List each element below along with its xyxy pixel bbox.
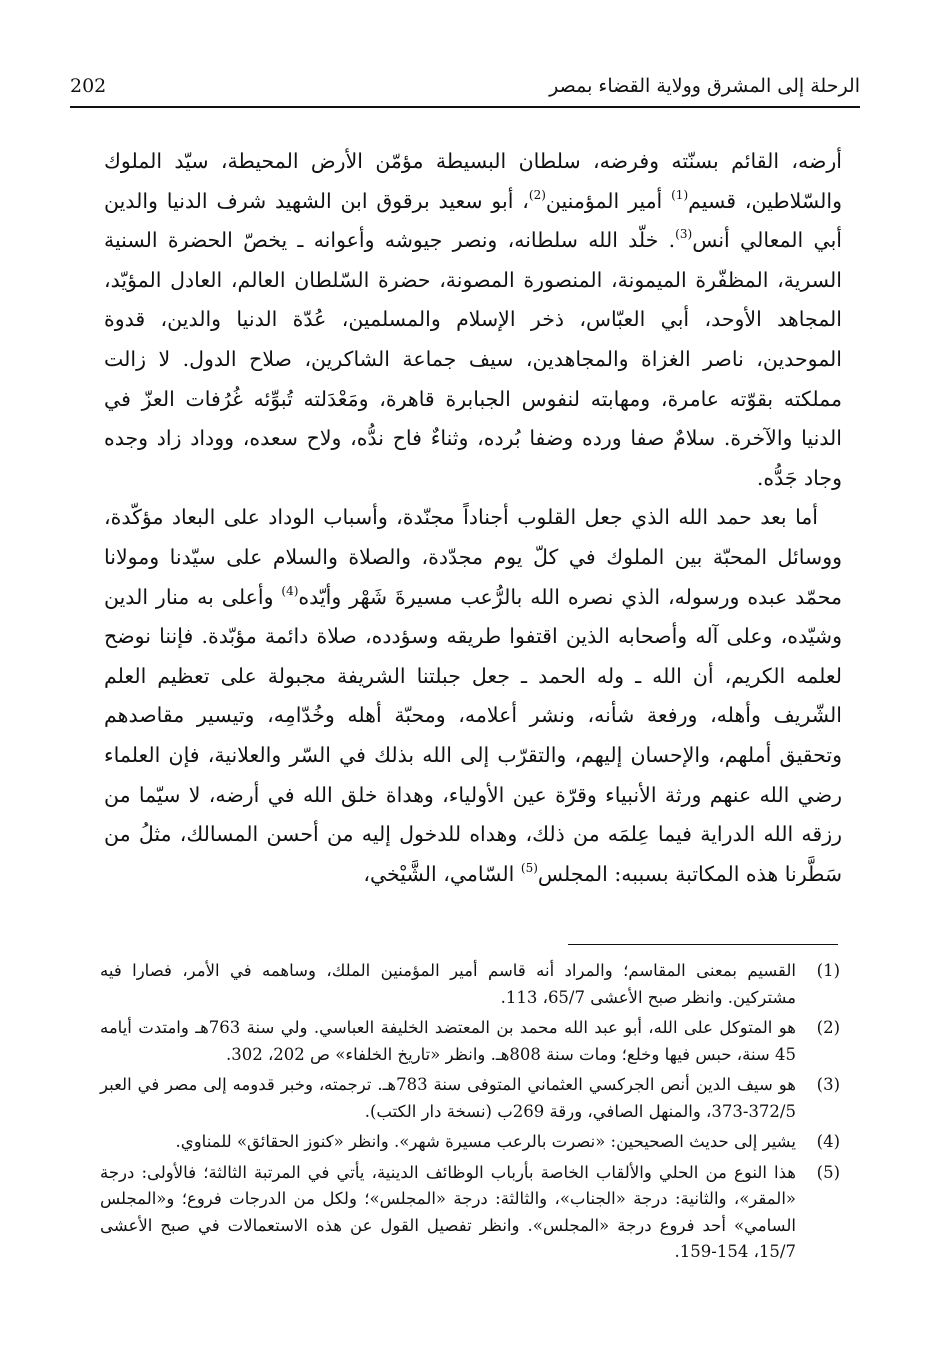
paragraph-2 — [104, 498, 842, 894]
footnote-ref-2[interactable]: (2) — [528, 187, 546, 202]
text-run: وأعلى به منار الدين وشيّده، وعلى آله وأصحابه الذين اقتفوا طريقه وسؤدده، صلاة دائمة مؤبّدة. فإننا نوضح لعلمه الكريم، أن الله ـ وله الحمد ـ جعل جبلتنا الشريفة مجبولة على تعظيم العلم الشّريف وأهله، ورفعة شأنه، ونشر أعلامه، ومحبّة أهله وخُدّامِه، وتيسير مقاصدهم وتحقيق أملهم، والإحسان إليهم، والتقرّب إلى الله بذلك في السّر والعلانية، فإن العلماء رضي الله عنهم ورثة الأنبياء وقرّة عين الأولياء، وهداة خلق الله في أرضه، لا سيّما من رزقه الله الدراية فيما عِلمَه من ذلك، وهداه للدخول إليه من أحسن المسالك، مثلُ من سَطَّرنا هذه المكاتبة بسببه: المجلس — [104, 584, 842, 886]
footnote-number: (3) — [816, 1075, 840, 1094]
paragraph-1 — [104, 142, 842, 498]
footnote-item — [100, 1160, 840, 1266]
footnote-item — [100, 1129, 840, 1156]
footnote-ref-4[interactable]: (4) — [281, 583, 299, 598]
footnote-ref-5[interactable]: (5) — [520, 860, 538, 875]
footnote-text: هو المتوكل على الله، أبو عبد الله محمد بن المعتضد الخليفة العباسي. ولي سنة 763هـ وامتدت أيامه 45 سنة، حبس فيها وخلع؛ ومات سنة 808هـ. وانظر «تاريخ الخلفاء» ص 202، 302. — [100, 1018, 796, 1064]
text-run: أمير المؤمنين — [545, 188, 672, 213]
footnote-ref-1[interactable]: (1) — [671, 187, 689, 202]
footnote-ref-3[interactable]: (3) — [675, 227, 693, 242]
text-run: أما بعد حمد الله الذي جعل القلوب أجناداً مجنّدة، وأسباب الوداد على البعاد مؤكّدة، ووسائل المحبّة بين الملوك في كلّ يوم مجدّدة، والصلاة والسلام على سيّدنا ومولانا محمّد عبده ورسوله، الذي نصره الله بالرُّعب مسيرةَ شَهْر وأيّده — [104, 505, 842, 609]
text-run: أرضه، القائم بسنّته وفرضه، سلطان البسيطة مؤمّن الأرض المحيطة، سيّد الملوك والسّلاطين، قسيم — [104, 149, 842, 213]
running-title: الرحلة إلى المشرق وولاية القضاء بمصر — [549, 75, 860, 97]
text-run: ، أبو سعيد برقوق ابن الشهيد شرف الدنيا والدين أبي المعالي أنس — [104, 188, 842, 253]
running-header — [70, 72, 860, 108]
footnote-text: القسيم بمعنى المقاسم؛ والمراد أنه قاسم أمير المؤمنين الملك، وساهمه في الأمر، فصارا فيه مشتركين. وانظر صبح الأعشى 65/7، 113. — [100, 961, 796, 1007]
footnote-divider — [568, 944, 838, 945]
footnote-item — [100, 958, 840, 1011]
page-number: 202 — [70, 75, 107, 97]
footnote-item — [100, 1015, 840, 1068]
footnote-text: هو سيف الدين أنص الجركسي العثماني المتوفى سنة 783هـ. ترجمته، وخبر قدومه إلى مصر في العبر 372/5-373، والمنهل الصافي، ورقة 269ب (نسخة دار الكتب). — [100, 1075, 796, 1121]
footnotes-section — [100, 958, 840, 1270]
main-text — [104, 142, 842, 894]
footnote-number: (5) — [816, 1162, 840, 1182]
footnote-text: يشير إلى حديث الصحيحين: «نصرت بالرعب مسيرة شهر». وانظر «كنوز الحقائق» للمناوي. — [175, 1132, 796, 1151]
text-run: . خلّد الله سلطانه، ونصر جيوشه وأعوانه ـ يخصّ الحضرة السنية السرية، المظفّرة الميمونة، المنصورة المصونة، حضرة السّلطان العالم، العادل المؤيّد، المجاهد الأوحد، أبي العبّاس، ذخر الإسلام والمسلمين، عُدّة الدنيا والدين، قدوة الموحدين، ناصر الغزاة والمجاهدين، سيف جماعة الشاكرين، صلاح الدول. لا زالت مملكته بقوّته عامرة، ومهابته لنفوس الجبابرة قاهرة، ومَعْدَلته تُبوِّئه غُرُفات العزّ في الدنيا والآخرة. سلامٌ صفا ورده وضفا بُرده، وثناءٌ فاح ندُّه، ولاح سعده، ووداد زاد وجده وجاد جَدُّه. — [104, 228, 843, 490]
footnote-number: (2) — [816, 1018, 840, 1037]
footnote-number: (1) — [816, 961, 840, 980]
footnote-text: هذا النوع من الحلي والألقاب الخاصة بأرباب الوظائف الدينية، يأتي في المرتبة الثالثة؛ فالأولى: درجة «المقر»، والثانية: درجة «الجناب»، والثالثة: درجة «المجلس»؛ ولكل من الدرجات فروع؛ و«المجلس السامي» أحد فروع درجة «المجلس». وانظر تفصيل القول عن هذه الاستعمالات في صبح الأعشى 15/7، 154-159. — [100, 1162, 796, 1261]
text-run: السّامي، الشَّيْخي، — [363, 861, 521, 886]
footnote-number: (4) — [816, 1132, 840, 1151]
footnote-item — [100, 1072, 840, 1125]
